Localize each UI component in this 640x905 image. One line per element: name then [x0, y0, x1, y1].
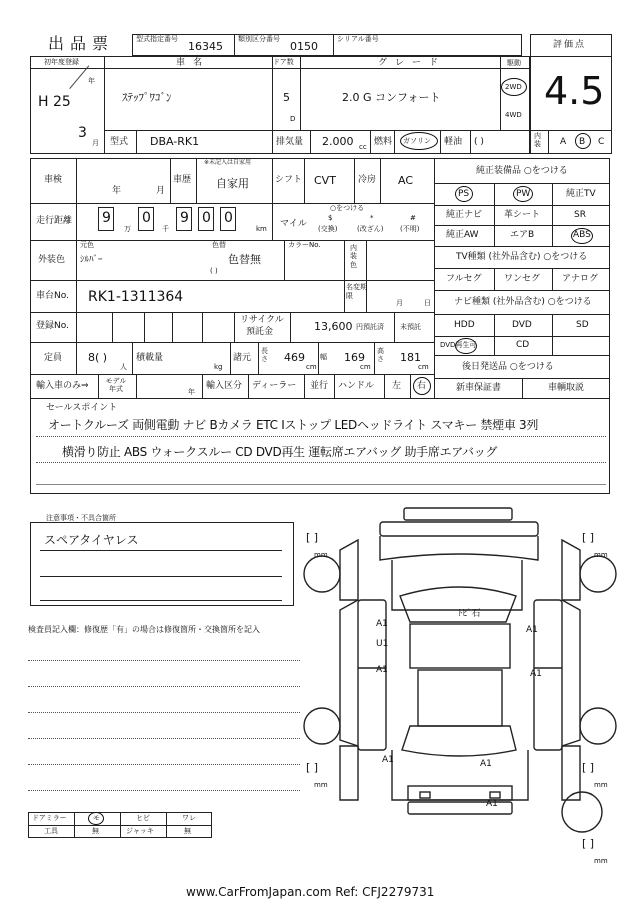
sales-line-2: 横滑り防止 ABS ウォークスルー CD DVD再生 運転席エアバッグ 助手席エアバッグ	[62, 445, 498, 459]
tire-bracket-fl: [ ]	[306, 531, 319, 544]
footer-ref: www.CarFromJapan.com Ref: CFJ2279731	[186, 885, 435, 899]
load-label: 積載量	[136, 353, 164, 363]
chassis-label: 車台No.	[36, 291, 69, 301]
drive-4wd: 4WD	[505, 111, 522, 119]
mileage-digit-5: 0	[224, 210, 233, 226]
capacity-value: 8( )	[88, 351, 108, 364]
mileage-digit-4: 0	[202, 210, 211, 226]
serial-label: シリアル番号	[337, 35, 379, 43]
interior-label: 内装	[534, 132, 541, 148]
damage-mark-a1: A1	[480, 759, 492, 769]
score-value: 4.5	[544, 69, 605, 113]
import-parallel: 並行	[310, 381, 329, 391]
mileage-label: 走行距離	[36, 216, 73, 226]
damage-mark-stone: ﾄﾋﾞ石	[458, 609, 481, 619]
recycle-label: リサイクル	[240, 315, 284, 325]
notes-line-1: スペアタイヤレス	[44, 533, 139, 547]
model-no: 16345	[188, 40, 223, 53]
damage-mark-a1: A1	[376, 665, 388, 675]
recycle-value: 13,600	[314, 320, 353, 333]
history-note: ※未記入は自家用	[204, 159, 252, 166]
grade-value: 2.0 G コンフォート	[342, 91, 441, 104]
registration-era: H 25	[38, 94, 71, 110]
equip-abs: ABS	[573, 230, 591, 240]
chassis-value: RK1-1311364	[88, 289, 184, 305]
sales-label: セールスポイント	[46, 403, 118, 413]
ac-label: 冷房	[358, 175, 377, 185]
equipment-title: 純正装備品 ○をつける	[476, 166, 568, 176]
equip-ps: PS	[458, 189, 470, 199]
dims-width: 169	[344, 351, 365, 364]
plate-expiry-label: 名変期限	[346, 283, 367, 301]
mileage-digit-1: 9	[102, 210, 111, 226]
color-label: 外装色	[38, 255, 66, 265]
dims-height: 181	[400, 351, 421, 364]
damage-mark-a1: A1	[376, 619, 388, 629]
grade-label: グレード	[378, 58, 447, 68]
history-value: 自家用	[216, 177, 249, 190]
handle-left: 左	[392, 381, 402, 391]
mileage-check-note: ○をつける	[330, 204, 365, 212]
drive-2wd: 2WD	[505, 83, 522, 91]
tire-bracket-rl: [ ]	[306, 761, 319, 774]
fuel-gasoline: ガソリン	[403, 137, 431, 145]
fuel-diesel: 軽油	[444, 137, 463, 147]
color-no-label: カラーNo.	[288, 241, 321, 249]
score-label: 評価点	[553, 40, 587, 50]
category-no-label: 類別区分番号	[238, 35, 280, 43]
sales-line-1: オートクルーズ 両側電動 ナビ Bカメラ ETC Iストップ LEDヘッドライト スマキー 禁煙車 3列	[48, 418, 539, 432]
shift-label: シフト	[275, 175, 303, 185]
reg-no-label: 登録No.	[36, 321, 69, 331]
car-name: ｽﾃｯﾌﾟﾜｺﾞﾝ	[122, 91, 172, 104]
model-no-label: 型式指定番号	[136, 35, 178, 43]
sheet-title: 出品票	[48, 34, 115, 53]
dims-label: 諸元	[233, 353, 252, 363]
interior-color-label: 内装色	[350, 244, 357, 269]
doors-value: 5	[283, 91, 290, 104]
type-value: DBA-RK1	[150, 135, 200, 148]
damage-mark-a1: A1	[530, 669, 542, 679]
color-original: ｼﾙﾊﾞｰ	[80, 255, 103, 265]
registration-label: 初年度登録	[44, 58, 79, 66]
damage-mark-a1: A1	[486, 799, 498, 809]
import-label: 輸入車のみ⇒	[36, 381, 89, 391]
dims-length: 469	[284, 351, 305, 364]
recycle-not-deposited: 未預託	[400, 323, 421, 331]
car-name-label: 車名	[176, 58, 211, 68]
mileage-mile: マイル	[280, 219, 307, 229]
ac-value: AC	[398, 174, 414, 187]
tire-bracket-spare: [ ]	[582, 837, 595, 850]
type-label: 型式	[110, 137, 129, 147]
damage-mark-u1: U1	[376, 639, 389, 649]
mileage-digit-2: 0	[142, 210, 151, 226]
tire-bracket-rr: [ ]	[582, 761, 595, 774]
drive-label: 駆動	[507, 59, 521, 67]
equip-pw: PW	[516, 189, 531, 199]
fuel-label: 燃料	[374, 137, 393, 147]
inspection-label: 車検	[44, 175, 63, 185]
displacement-value: 2.000	[322, 135, 354, 148]
capacity-label: 定員	[44, 353, 63, 363]
displacement-label: 排気量	[276, 137, 304, 147]
shift-value: CVT	[314, 174, 336, 187]
color-repaint: 色替無	[228, 253, 261, 266]
import-dealer: ディーラー	[252, 381, 297, 391]
car-damage-diagram	[300, 500, 620, 840]
mileage-digit-3: 9	[180, 210, 189, 226]
tire-bracket-fr: [ ]	[582, 531, 595, 544]
category-no: 0150	[290, 40, 318, 53]
damage-mark-a1: A1	[526, 625, 538, 635]
equip-dvd: DVD再生可	[440, 341, 477, 349]
doors-label: ドア数	[273, 58, 294, 66]
history-label: 車歴	[173, 175, 192, 185]
registration-month: 3	[78, 125, 87, 141]
handle-right: 右	[417, 381, 427, 391]
notes-label: 注意事項・不具合箇所	[46, 514, 116, 522]
inspector-label: 検査員記入欄：修復歴「有」の場合は修復箇所・交換箇所を記入	[28, 625, 260, 634]
damage-mark-a1: A1	[382, 755, 394, 765]
